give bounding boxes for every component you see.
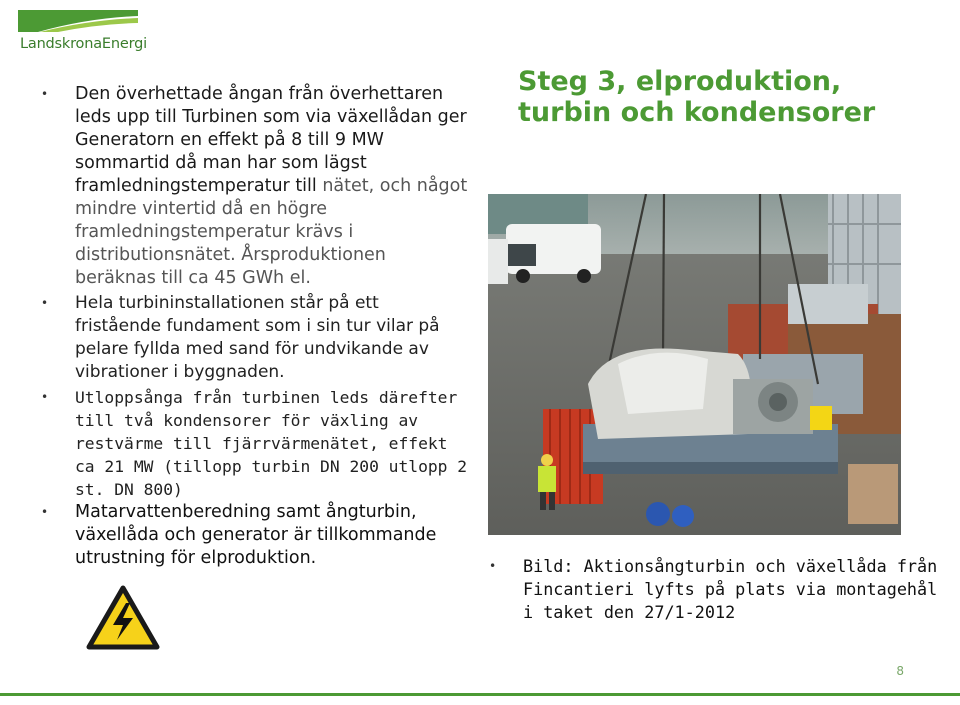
title-line-2: turbin och kondensorer: [518, 97, 876, 128]
caption-list: [478, 555, 938, 624]
page-number: 8: [896, 664, 904, 678]
title-line-1: Steg 3, elproduktion,: [518, 66, 842, 97]
bullet-item: [30, 501, 470, 570]
company-logo: [18, 6, 148, 58]
bullet-item: [30, 386, 470, 501]
bullet-list: [30, 83, 470, 570]
bullet-text: Matarvattenberedning samt ångturbin, växellåda och generator är tillkommande utrustning för elproduktion.: [75, 502, 437, 568]
bullet-item: [30, 83, 470, 290]
photo-caption: [478, 555, 938, 624]
high-voltage-warning-icon: [86, 585, 160, 651]
footer-divider: [0, 693, 960, 696]
slide-title: [518, 66, 938, 128]
caption-text: Bild: Aktionsångturbin och växellåda från Fincantieri lyfts på plats via montagehål i taket den 27/1-2012: [523, 556, 938, 622]
bullet-text-grey: nätet, och något mindre vintertid då en högre framledningstemperatur krävs i distributionsnätet. Årsproduktionen beräknas till ca 45 GWh el.: [75, 176, 468, 288]
bullet-text: Utloppsånga från turbinen leds därefter till två kondensorer för växling av restvärme till fjärrvärmenätet, effekt ca 21 MW (tillopp turbin DN 200 utlopp 2 st. DN 800): [75, 388, 468, 499]
caption-item: [478, 555, 938, 624]
bullet-text: Hela turbininstallationen står på ett fristående fundament som i sin tur vilar på pelare fyllda med sand för undvikande av vibrationer i byggnaden.: [75, 293, 440, 382]
logo-swoosh-icon: [18, 6, 148, 36]
turbin-photo: [488, 194, 901, 535]
bullet-text: Den överhettade ångan från överhettaren leds upp till Turbinen som via växellådan ger Generatorn en effekt på 8 till 9 MW sommartid då man har som lägst framledningstemperatur till: [75, 84, 467, 196]
bullet-item: [30, 292, 470, 384]
logo-text: LandskronaEnergi: [20, 36, 147, 52]
bullet-list-container: [30, 83, 470, 570]
